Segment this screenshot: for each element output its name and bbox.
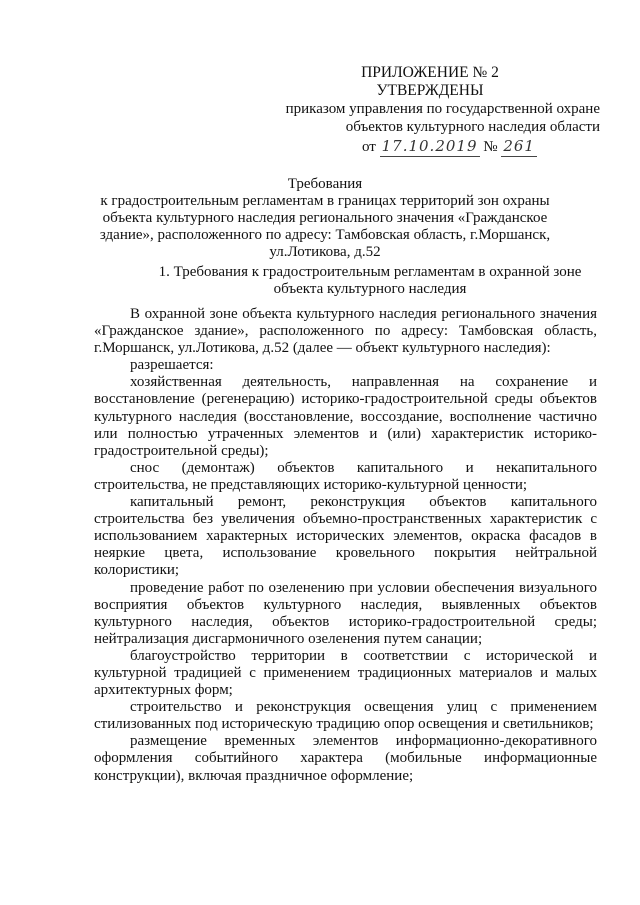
number-prefix: № (483, 139, 498, 155)
paragraph: капитальный ремонт, реконструкция объектов капитального строительства без увеличения объемно-пространственных характеристик с использованием характерных исторических элементов, окраска фасадов в неяркие цвета, использование кровельного покрытия нейтральной колористики; (94, 494, 597, 579)
title-line-4: здание», расположенного по адресу: Тамбовская область, г.Моршанск, (99, 227, 551, 243)
order-line-2: объектов культурного наследия области (345, 119, 600, 135)
annex-number: ПРИЛОЖЕНИЕ № 2 (361, 64, 499, 81)
document-body (94, 306, 597, 785)
handwritten-date: 17.10.2019 (381, 137, 478, 155)
paragraph: В охранной зоне объекта культурного наследия регионального значения «Гражданское здание», расположенного по адресу: Тамбовская область, г.Моршанск, ул.Лотикова, д.52 (далее — объект культурного наследия): (94, 306, 597, 357)
document-title (90, 176, 560, 261)
section-heading-line-1: 1. Требования к градостроительным регламентам в охранной зоне (158, 264, 582, 280)
paragraph: снос (демонтаж) объектов капитального и некапитального строительства, не представляющих историко-культурной ценности; (94, 459, 597, 493)
paragraph: благоустройство территории в соответствии с исторической и культурной традицией с применением традиционных материалов и малых архитектурных форм; (94, 647, 597, 699)
handwritten-number: 261 (503, 137, 535, 155)
paragraph: хозяйственная деятельность, направленная на сохранение и восстановление (регенерацию) историко-градостроительной среды объектов культурного наследия (восстановление, воссоздание, восполнение частично или полностью утраченных элементов и (или) характеристик историко-градостроительной среды); (94, 374, 597, 459)
paragraph: строительство и реконструкция освещения улиц с применением стилизованных под историческую традицию опор освещения и светильников; (94, 699, 597, 733)
approved-label: УТВЕРЖДЕНЫ (376, 82, 484, 99)
order-date-line (362, 137, 537, 157)
paragraph: размещение временных элементов информационно-декоративного оформления событийного характера (мобильные информационные конструкции), включая праздничное оформление; (94, 733, 597, 784)
title-line-1: Требования (287, 176, 363, 192)
paragraph: проведение работ по озеленению при условии обеспечения визуального восприятия объектов культурного наследия, выявленных объектов культурного наследия, объектов историко-градостроительной среды; нейтрализация дисгармоничного озеленения путем санации; (94, 579, 597, 647)
title-line-5: ул.Лотикова, д.52 (269, 244, 381, 260)
section-heading (150, 264, 590, 298)
paragraph: разрешается: (130, 357, 214, 374)
title-line-2: к градостроительным регламентам в границах территорий зон охраны (100, 193, 550, 209)
section-heading-line-2: объекта культурного наследия (273, 281, 467, 297)
order-line-1: приказом управления по государственной охране (285, 101, 600, 117)
date-prefix: от (362, 139, 376, 155)
title-line-3: объекта культурного наследия регионального значения «Гражданское (102, 210, 548, 226)
